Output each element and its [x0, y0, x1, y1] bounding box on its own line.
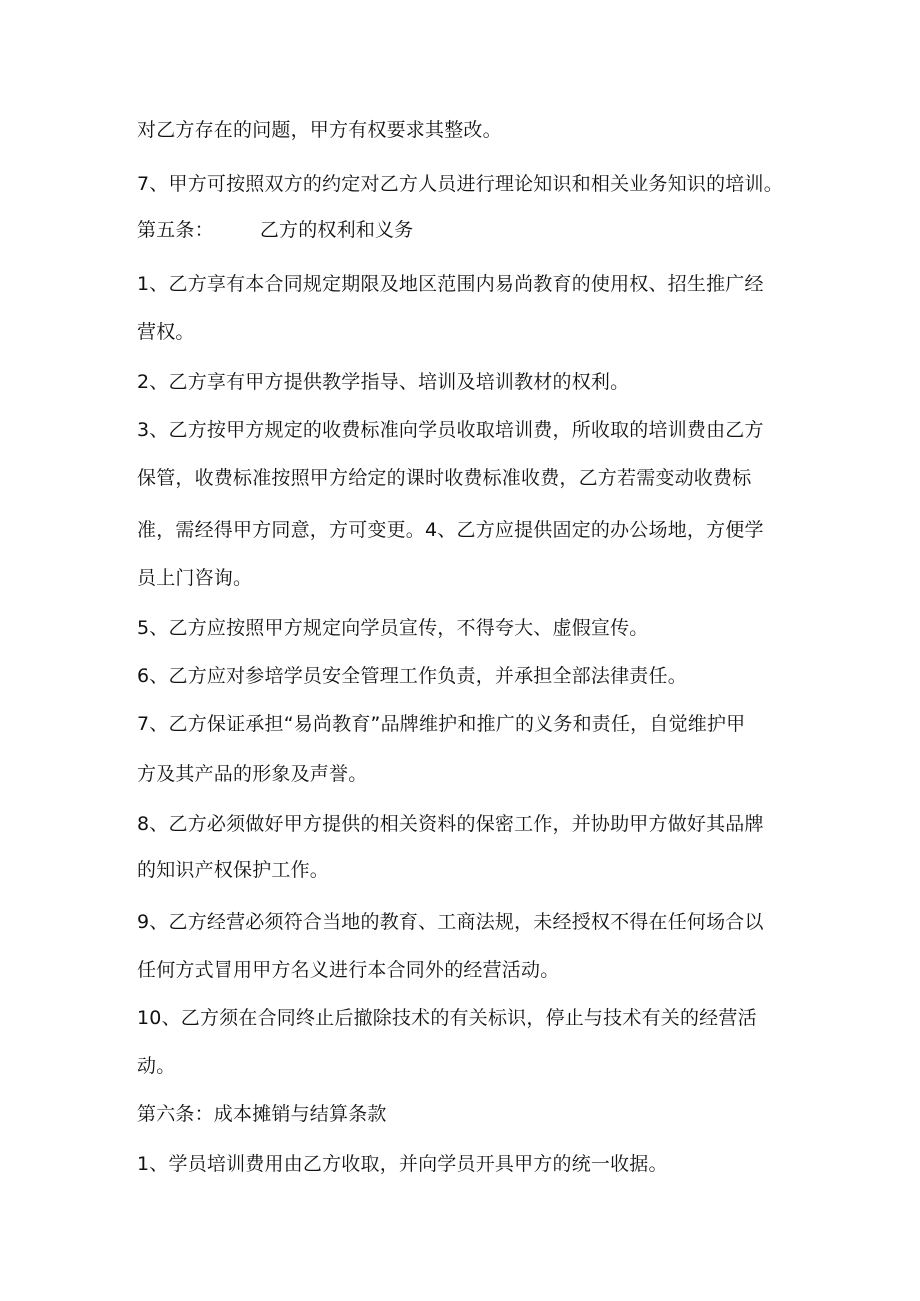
- text-line: 动。: [137, 1055, 176, 1077]
- text-line: 方及其产品的形象及声誉。: [137, 763, 368, 785]
- clause-7: 7、甲方可按照双方的约定对乙方人员进行理论知识和相关业务知识的培训。: [137, 173, 783, 195]
- text-line: 员上门咨询。: [137, 567, 253, 589]
- text-line: 保管，收费标准按照甲方给定的课时收费标准收费，乙方若需变动收费标: [137, 467, 752, 489]
- article-5-title: 乙方的权利和义务: [259, 219, 414, 241]
- clause-9: 9、乙方经营必须符合当地的教育、工商法规，未经授权不得在任何场合以: [137, 911, 764, 933]
- text-line: 准，需经得甲方同意，方可变更。4、乙方应提供固定的办公场地，方便学: [137, 519, 764, 541]
- clause-1: 1、学员培训费用由乙方收取，并向学员开具甲方的统一收据。: [137, 1153, 668, 1175]
- text-line: 对乙方存在的问题，甲方有权要求其整改。: [137, 119, 502, 141]
- clause-1: 1、乙方享有本合同规定期限及地区范围内易尚教育的使用权、招生推广经: [137, 273, 764, 295]
- clause-10: 10、乙方须在合同终止后撤除技术的有关标识，停止与技术有关的经营活: [137, 1007, 757, 1029]
- clause-5: 5、乙方应按照甲方规定向学员宣传，不得夸大、虚假宣传。: [137, 617, 649, 639]
- text-line: 任何方式冒用甲方名义进行本合同外的经营活动。: [137, 959, 560, 981]
- clause-2: 2、乙方享有甲方提供教学指导、培训及培训教材的权利。: [137, 371, 630, 393]
- clause-6: 6、乙方应对参培学员安全管理工作负责，并承担全部法律责任。: [137, 665, 687, 687]
- clause-8: 8、乙方必须做好甲方提供的相关资料的保密工作，并协助甲方做好其品牌: [137, 813, 764, 835]
- text-line: 营权。: [137, 321, 195, 343]
- clause-7: 7、乙方保证承担“易尚教育”品牌维护和推广的义务和责任，自觉维护甲: [137, 713, 746, 735]
- text-line: 的知识产权保护工作。: [137, 859, 330, 881]
- article-6-heading: 第六条：成本摊销与结算条款: [137, 1103, 387, 1125]
- clause-3: 3、乙方按甲方规定的收费标准向学员收取培训费，所收取的培训费由乙方: [137, 419, 764, 441]
- article-5-label: 第五条：: [137, 219, 214, 241]
- article-5-heading: [137, 218, 413, 242]
